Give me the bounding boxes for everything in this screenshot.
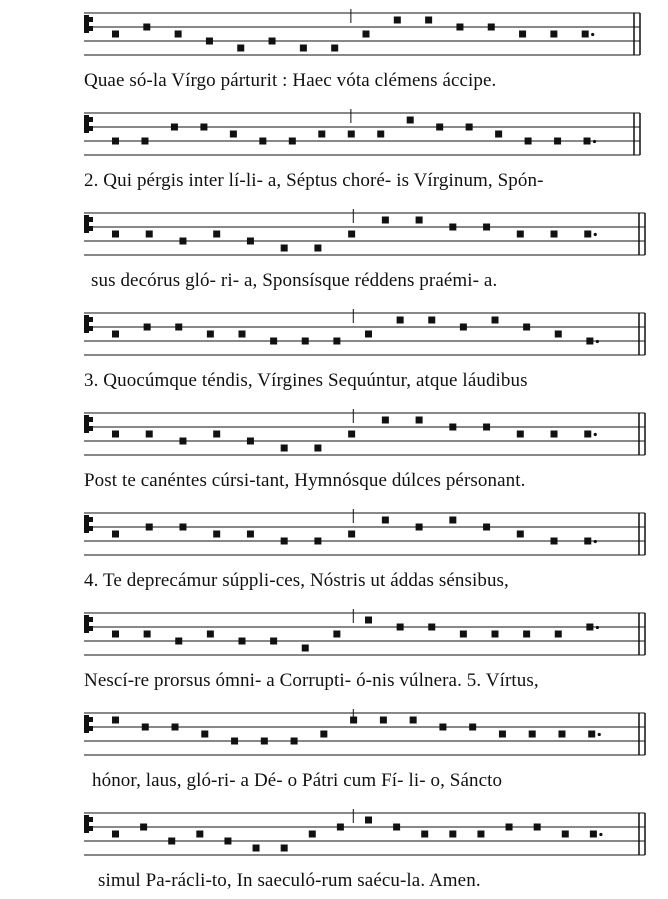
neume-note <box>460 324 467 331</box>
neume-note <box>112 631 119 638</box>
neume-note <box>270 638 277 645</box>
neume-note <box>584 138 591 145</box>
c-clef-icon <box>89 226 93 231</box>
c-clef-icon <box>89 817 93 822</box>
neume-note <box>380 717 387 724</box>
neume-note <box>449 424 456 431</box>
neume-note <box>237 45 244 52</box>
neume-note <box>230 131 237 138</box>
neume-note <box>112 431 119 438</box>
neume-note <box>259 138 266 145</box>
neume-note <box>517 531 524 538</box>
neume-note <box>224 838 231 845</box>
neume-note <box>410 717 417 724</box>
c-clef-icon <box>89 117 93 122</box>
neume-note <box>428 624 435 631</box>
neume-note <box>281 245 288 252</box>
neume-note <box>331 45 338 52</box>
neume-note <box>146 431 153 438</box>
neume-note <box>586 338 593 345</box>
neume-note <box>231 738 238 745</box>
neume-note <box>291 738 298 745</box>
neume-note <box>175 638 182 645</box>
neume-note <box>562 831 569 838</box>
lyric-line: Nescí-re prorsus ómni- a Corrupti- ó-nis vúlnera. 5. Vírtus, <box>84 670 539 691</box>
neume-note <box>365 331 372 338</box>
neume-note <box>261 738 268 745</box>
neume-note <box>112 831 119 838</box>
neume-note <box>529 731 536 738</box>
neume-note <box>523 324 530 331</box>
neume-note <box>534 824 541 831</box>
neume-note <box>348 531 355 538</box>
c-clef-icon <box>89 126 93 131</box>
neume-note <box>289 138 296 145</box>
neume-note <box>523 631 530 638</box>
neume-note <box>382 517 389 524</box>
neume-note <box>179 238 186 245</box>
neume-note <box>550 31 557 38</box>
neume-note <box>590 831 597 838</box>
mora-dot <box>596 626 599 629</box>
neume-note <box>469 724 476 731</box>
neume-note <box>483 224 490 231</box>
neume-note <box>112 717 119 724</box>
neume-note <box>449 517 456 524</box>
neume-note <box>196 831 203 838</box>
neume-note <box>302 338 309 345</box>
mora-dot <box>591 33 594 36</box>
neume-note <box>551 231 558 238</box>
neume-note <box>337 824 344 831</box>
neume-note <box>348 431 355 438</box>
neume-note <box>584 431 591 438</box>
neume-note <box>281 445 288 452</box>
neume-note <box>270 338 277 345</box>
neume-note <box>421 831 428 838</box>
mora-dot <box>599 833 602 836</box>
neume-note <box>425 17 432 24</box>
chant-staff <box>0 205 668 265</box>
neume-note <box>477 831 484 838</box>
lyric-line: Quae só-la Vírgo párturit : Haec vóta clémens áccipe. <box>84 70 497 91</box>
c-clef-icon <box>84 515 89 533</box>
lyric-line: 2. Qui pérgis inter lí-li- a, Séptus choré- is Vírginum, Spón- <box>84 170 544 191</box>
c-clef-icon <box>84 815 89 833</box>
chant-staff <box>0 605 668 665</box>
neume-note <box>207 331 214 338</box>
neume-note <box>449 831 456 838</box>
neume-note <box>112 31 119 38</box>
neume-note <box>382 417 389 424</box>
neume-note <box>142 724 149 731</box>
neume-note <box>483 424 490 431</box>
neume-note <box>439 724 446 731</box>
neume-note <box>314 445 321 452</box>
neume-note <box>551 431 558 438</box>
c-clef-icon <box>84 115 89 133</box>
neume-note <box>588 731 595 738</box>
neume-note <box>416 217 423 224</box>
neume-note <box>179 524 186 531</box>
neume-note <box>492 631 499 638</box>
neume-note <box>201 731 208 738</box>
neume-note <box>551 538 558 545</box>
c-clef-icon <box>89 17 93 22</box>
neume-note <box>582 31 589 38</box>
mora-dot <box>593 140 596 143</box>
neume-note <box>393 824 400 831</box>
c-clef-icon <box>84 215 89 233</box>
c-clef-icon <box>89 317 93 322</box>
c-clef-icon <box>84 715 89 733</box>
neume-note <box>397 317 404 324</box>
neume-note <box>171 124 178 131</box>
chant-staff <box>0 105 668 165</box>
c-clef-icon <box>84 15 89 33</box>
neume-note <box>112 331 119 338</box>
neume-note <box>253 845 260 852</box>
chant-staff <box>0 5 668 65</box>
neume-note <box>206 38 213 45</box>
neume-note <box>416 417 423 424</box>
neume-note <box>377 131 384 138</box>
neume-note <box>365 617 372 624</box>
neume-note <box>281 845 288 852</box>
lyric-line: simul Pa-rácli-to, In saeculó-rum saécu-la. Amen. <box>98 870 481 891</box>
neume-note <box>175 31 182 38</box>
neume-note <box>584 231 591 238</box>
neume-note <box>143 24 150 31</box>
chant-staff <box>0 405 668 465</box>
neume-note <box>517 431 524 438</box>
neume-note <box>584 538 591 545</box>
neume-note <box>247 531 254 538</box>
neume-note <box>363 31 370 38</box>
neume-note <box>314 245 321 252</box>
neume-note <box>112 231 119 238</box>
neume-note <box>333 338 340 345</box>
neume-note <box>495 131 502 138</box>
mora-dot <box>594 540 597 543</box>
neume-note <box>499 731 506 738</box>
neume-note <box>466 124 473 131</box>
neume-note <box>558 731 565 738</box>
neume-note <box>168 838 175 845</box>
neume-note <box>309 831 316 838</box>
neume-note <box>144 324 151 331</box>
neume-note <box>239 638 246 645</box>
c-clef-icon <box>89 826 93 831</box>
lyric-line: 3. Quocúmque téndis, Vírgines Sequúntur, atque láudibus <box>84 370 528 391</box>
c-clef-icon <box>89 326 93 331</box>
neume-note <box>449 224 456 231</box>
neume-note <box>436 124 443 131</box>
neume-note <box>555 631 562 638</box>
neume-note <box>140 824 147 831</box>
neume-note <box>348 231 355 238</box>
neume-note <box>112 138 119 145</box>
neume-note <box>397 624 404 631</box>
c-clef-icon <box>84 615 89 633</box>
neume-note <box>318 131 325 138</box>
chant-staff <box>0 305 668 365</box>
neume-note <box>302 645 309 652</box>
neume-note <box>555 331 562 338</box>
neume-note <box>320 731 327 738</box>
neume-note <box>213 531 220 538</box>
c-clef-icon <box>89 617 93 622</box>
c-clef-icon <box>84 315 89 333</box>
neume-note <box>314 538 321 545</box>
neume-note <box>416 524 423 531</box>
neume-note <box>517 231 524 238</box>
neume-note <box>488 24 495 31</box>
neume-note <box>333 631 340 638</box>
c-clef-icon <box>89 626 93 631</box>
neume-note <box>144 631 151 638</box>
mora-dot <box>596 340 599 343</box>
mora-dot <box>598 733 601 736</box>
neume-note <box>172 724 179 731</box>
neume-note <box>554 138 561 145</box>
mora-dot <box>594 433 597 436</box>
neume-note <box>382 217 389 224</box>
chant-staff <box>0 805 668 865</box>
neume-note <box>394 17 401 24</box>
neume-note <box>506 824 513 831</box>
neume-note <box>239 331 246 338</box>
c-clef-icon <box>89 426 93 431</box>
neume-note <box>146 524 153 531</box>
chant-staff <box>0 505 668 565</box>
c-clef-icon <box>89 717 93 722</box>
neume-note <box>112 531 119 538</box>
neume-note <box>483 524 490 531</box>
c-clef-icon <box>89 517 93 522</box>
neume-note <box>141 138 148 145</box>
neume-note <box>460 631 467 638</box>
c-clef-icon <box>84 415 89 433</box>
neume-note <box>348 131 355 138</box>
neume-note <box>428 317 435 324</box>
neume-note <box>179 438 186 445</box>
c-clef-icon <box>89 726 93 731</box>
neume-note <box>207 631 214 638</box>
neume-note <box>200 124 207 131</box>
neume-note <box>586 624 593 631</box>
lyric-line: Post te canéntes cúrsi-tant, Hymnósque dúlces pérsonant. <box>84 470 526 491</box>
mora-dot <box>594 233 597 236</box>
lyric-line: 4. Te deprecámur súppli-ces, Nóstris ut áddas sénsibus, <box>84 570 509 591</box>
chant-staff <box>0 705 668 765</box>
neume-note <box>492 317 499 324</box>
neume-note <box>146 231 153 238</box>
lyric-line: hónor, laus, gló-ri- a Dé- o Pátri cum Fí- li- o, Sáncto <box>92 770 503 791</box>
neume-note <box>456 24 463 31</box>
neume-note <box>213 431 220 438</box>
neume-note <box>525 138 532 145</box>
neume-note <box>247 238 254 245</box>
c-clef-icon <box>89 217 93 222</box>
neume-note <box>407 117 414 124</box>
c-clef-icon <box>89 526 93 531</box>
neume-note <box>365 817 372 824</box>
neume-note <box>281 538 288 545</box>
c-clef-icon <box>89 26 93 31</box>
neume-note <box>213 231 220 238</box>
lyric-line: sus decórus gló- ri- a, Sponsísque réddens praémi- a. <box>91 270 498 291</box>
c-clef-icon <box>89 417 93 422</box>
neume-note <box>300 45 307 52</box>
neume-note <box>175 324 182 331</box>
neume-note <box>519 31 526 38</box>
neume-note <box>247 438 254 445</box>
neume-note <box>269 38 276 45</box>
